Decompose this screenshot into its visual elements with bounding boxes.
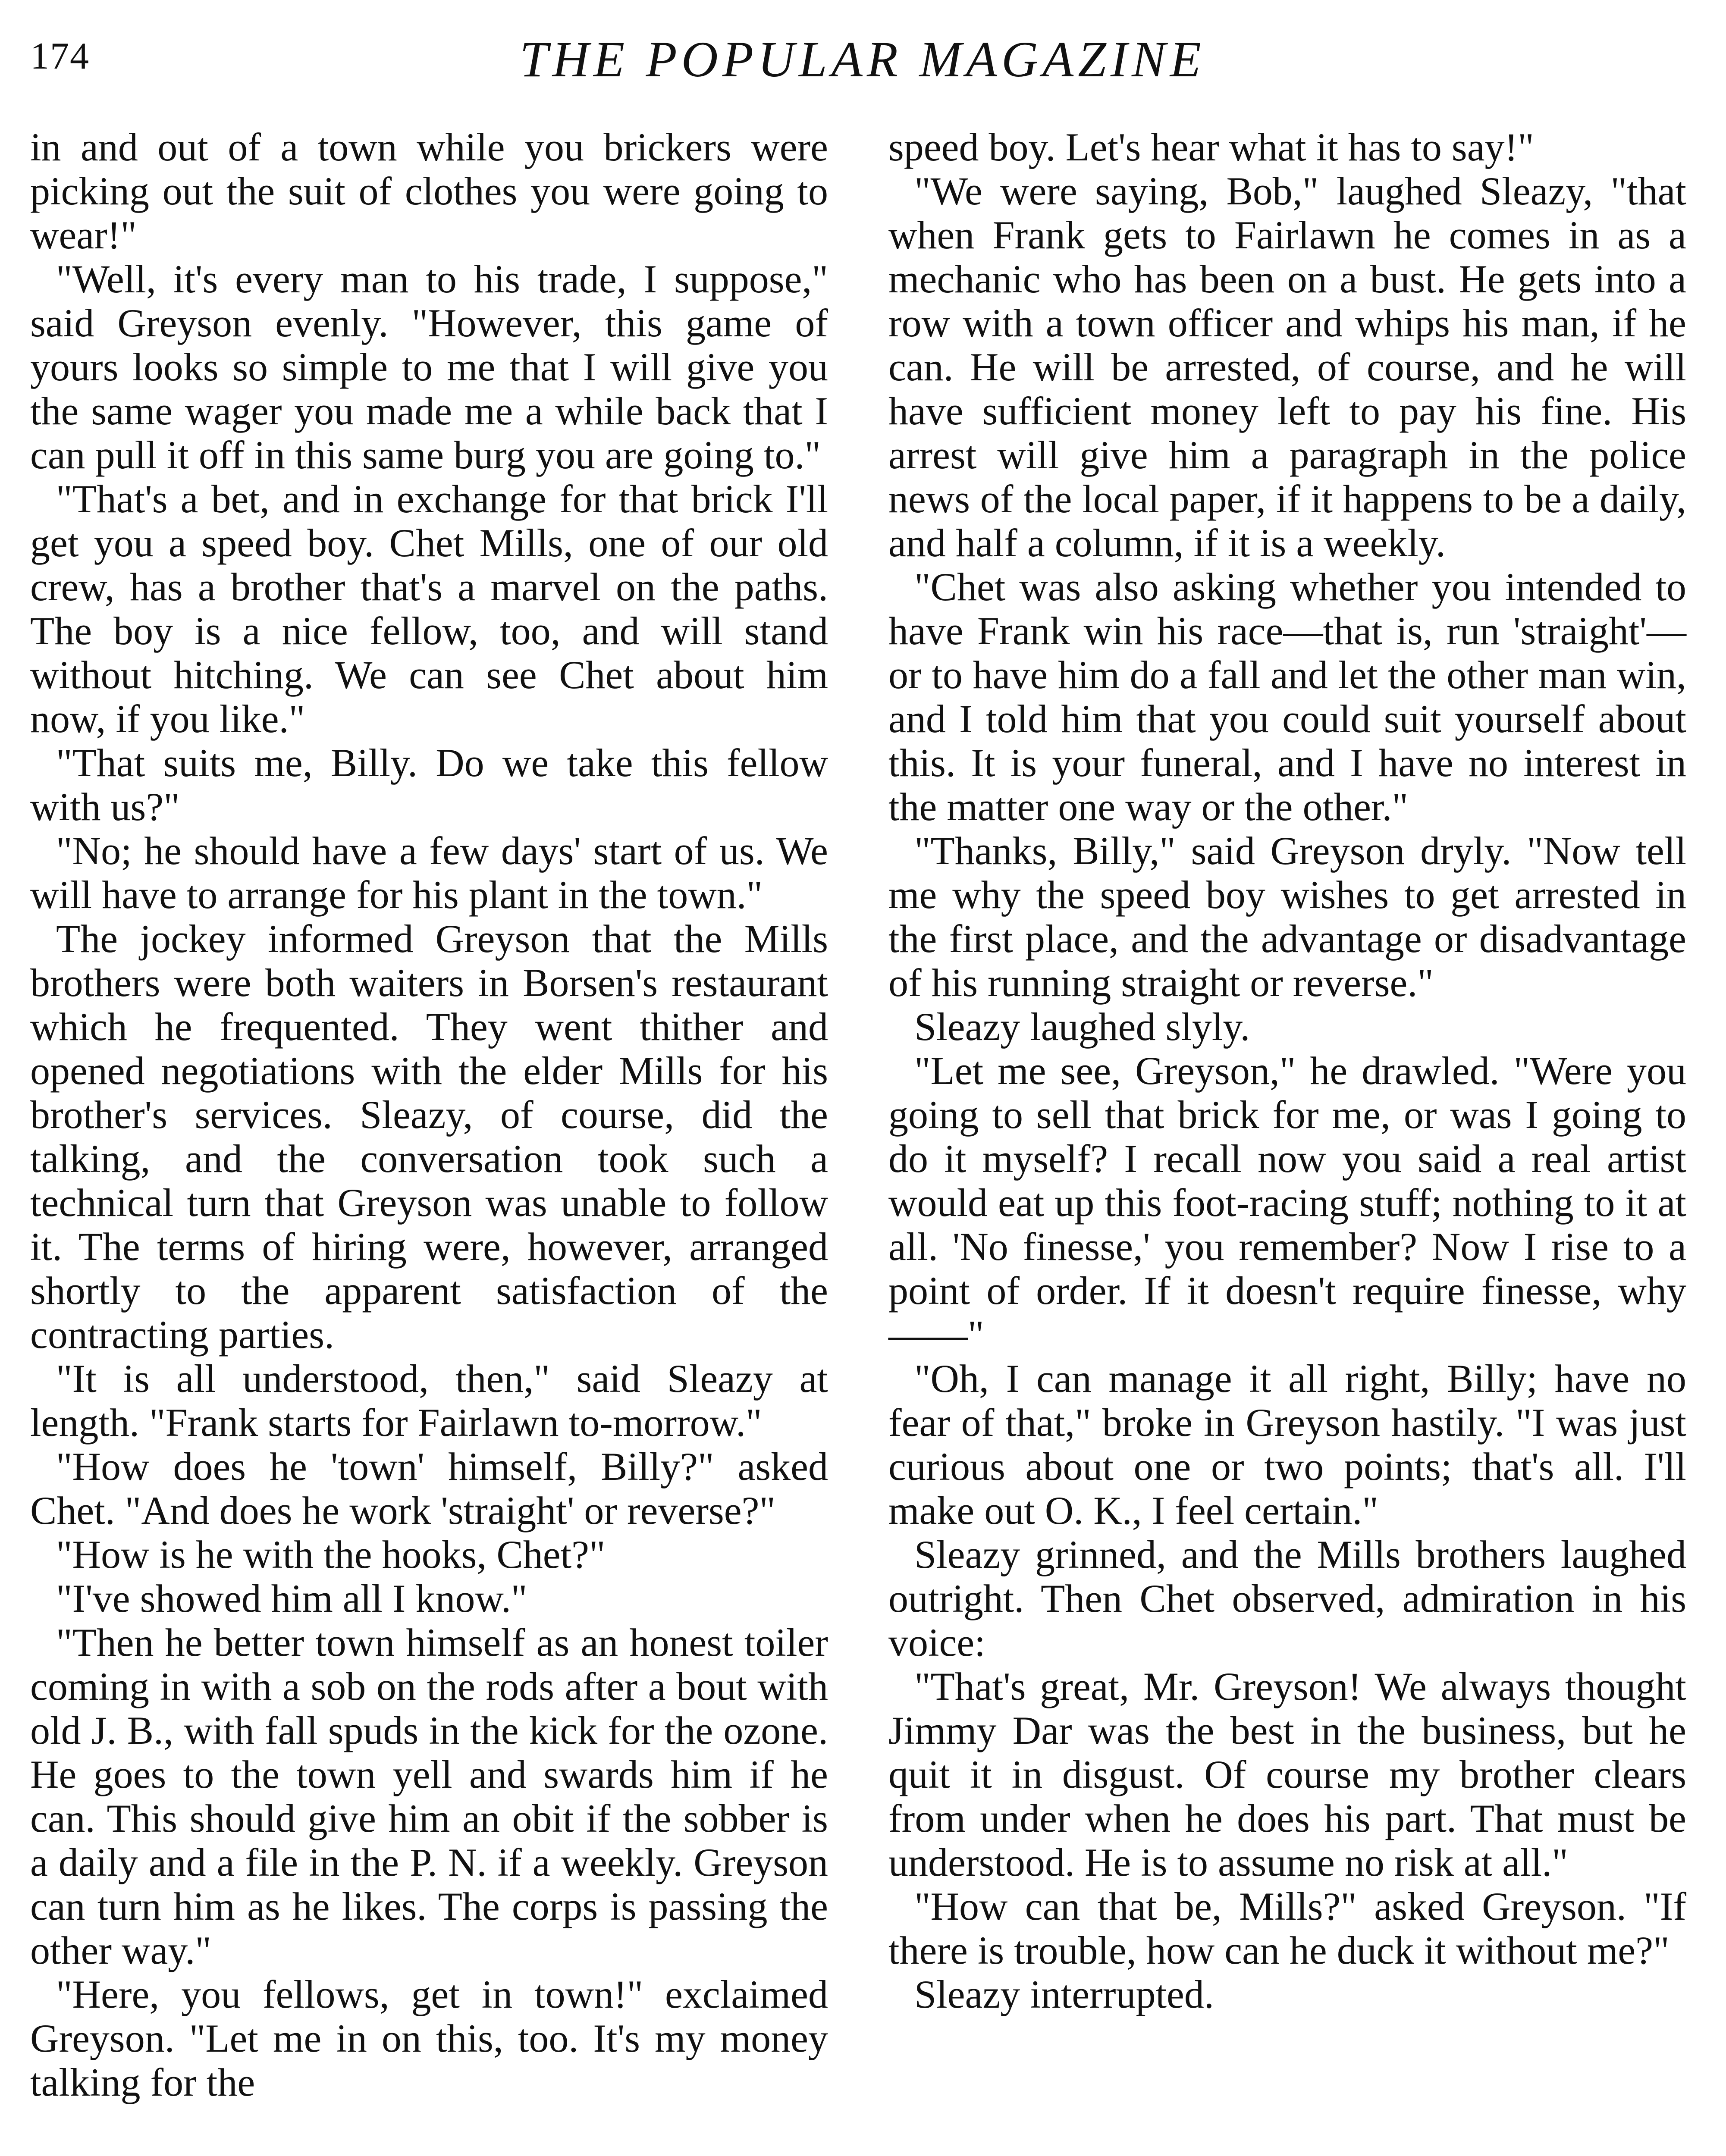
paragraph: Sleazy interrupted. bbox=[914, 1972, 1214, 2016]
paragraph: Sleazy laughed slyly. bbox=[914, 1005, 1250, 1049]
paragraph: "Oh, I can manage it all right, Billy; have no fear of that," broke in Greyson hastily. "I was just curious about one or two points; that's all. I'll make out O. K., I feel certain." bbox=[888, 1357, 1686, 1532]
left-column bbox=[30, 125, 828, 2104]
paragraph: "We were saying, Bob," laughed Sleazy, "that when Frank gets to Fairlawn he comes in as a mechanic who has been on a bust. He gets into a row with a town officer and whips his man, if he can. He will be arrested, of course, and he will have sufficient money left to pay his fine. His arrest will give him a paragraph in the police news of the local paper, if it happens to be a daily, and half a column, if it is a weekly. bbox=[888, 169, 1686, 565]
paragraph: "Well, it's every man to his trade, I suppose," said Greyson evenly. "However, this game of yours looks so simple to me that I will give you the same wager you made me a while back that I can pull it off in this same burg you are going to." bbox=[30, 257, 828, 477]
paragraph: "Then he better town himself as an honest toiler coming in with a sob on the rods after a bout with old J. B., with fall spuds in the kick for the ozone. He goes to the town yell and swards him if he can. This should give him an obit if the sobber is a daily and a file in the P. N. if a weekly. Greyson can turn him as he likes. The corps is passing the other way." bbox=[30, 1620, 828, 1972]
paragraph: "That's great, Mr. Greyson! We always thought Jimmy Dar was the best in the business, but he quit it in disgust. Of course my brother clears from under when he does his part. That must be understood. He is to assume no risk at all." bbox=[888, 1664, 1686, 1884]
paragraph: The jockey informed Greyson that the Mills brothers were both waiters in Borsen's restaurant which he frequented. They went thither and opened negotiations with the elder Mills for his brother's services. Sleazy, of course, did the talking, and the conversation took such a technical turn that Greyson was unable to follow it. The terms of hiring were, however, arranged shortly to the apparent satisfaction of the contracting parties. bbox=[30, 917, 828, 1357]
paragraph: Sleazy grinned, and the Mills brothers laughed outright. Then Chet observed, admiration in his voice: bbox=[888, 1532, 1686, 1664]
paragraph: "Thanks, Billy," said Greyson dryly. "Now tell me why the speed boy wishes to get arrested in the first place, and the advantage or disadvantage of his running straight or reverse." bbox=[888, 829, 1686, 1005]
paragraph: "How is he with the hooks, Chet?" bbox=[56, 1532, 606, 1576]
page-number: 174 bbox=[30, 35, 90, 77]
paragraph: "How can that be, Mills?" asked Greyson. "If there is trouble, how can he duck it without me?" bbox=[888, 1884, 1686, 1972]
paragraph: "That suits me, Billy. Do we take this fellow with us?" bbox=[30, 741, 828, 829]
paragraph: "How does he 'town' himself, Billy?" asked Chet. "And does he work 'straight' or reverse?" bbox=[30, 1445, 828, 1532]
page-header bbox=[30, 30, 1695, 95]
magazine-title: THE POPULAR MAGAZINE bbox=[520, 31, 1205, 88]
paragraph: speed boy. Let's hear what it has to say!" bbox=[888, 125, 1534, 169]
paragraph: "No; he should have a few days' start of us. We will have to arrange for his plant in the town." bbox=[30, 829, 828, 917]
paragraph: "That's a bet, and in exchange for that brick I'll get you a speed boy. Chet Mills, one of our old crew, has a brother that's a marvel on the paths. The boy is a nice fellow, too, and will stand without hitching. We can see Chet about him now, if you like." bbox=[30, 477, 828, 741]
paragraph: in and out of a town while you brickers were picking out the suit of clothes you were going to wear!" bbox=[30, 125, 828, 257]
paragraph: "Here, you fellows, get in town!" exclaimed Greyson. "Let me in on this, too. It's my money talking for the bbox=[30, 1972, 828, 2104]
paragraph: "It is all understood, then," said Sleazy at length. "Frank starts for Fairlawn to-morrow." bbox=[30, 1357, 828, 1445]
paragraph: "Let me see, Greyson," he drawled. "Were you going to sell that brick for me, or was I going to do it myself? I recall now you said a real artist would eat up this foot-racing stuff; nothing to it at all. 'No finesse,' you remember? Now I rise to a point of order. If it doesn't require finesse, why——" bbox=[888, 1049, 1686, 1357]
text-columns bbox=[30, 125, 1695, 2156]
paragraph: "I've showed him all I know." bbox=[56, 1576, 527, 1620]
paragraph: "Chet was also asking whether you intended to have Frank win his race—that is, run 'straight'—or to have him do a fall and let the other man win, and I told him that you could suit yourself about this. It is your funeral, and I have no interest in the matter one way or the other." bbox=[888, 565, 1686, 829]
right-column bbox=[888, 125, 1686, 2016]
